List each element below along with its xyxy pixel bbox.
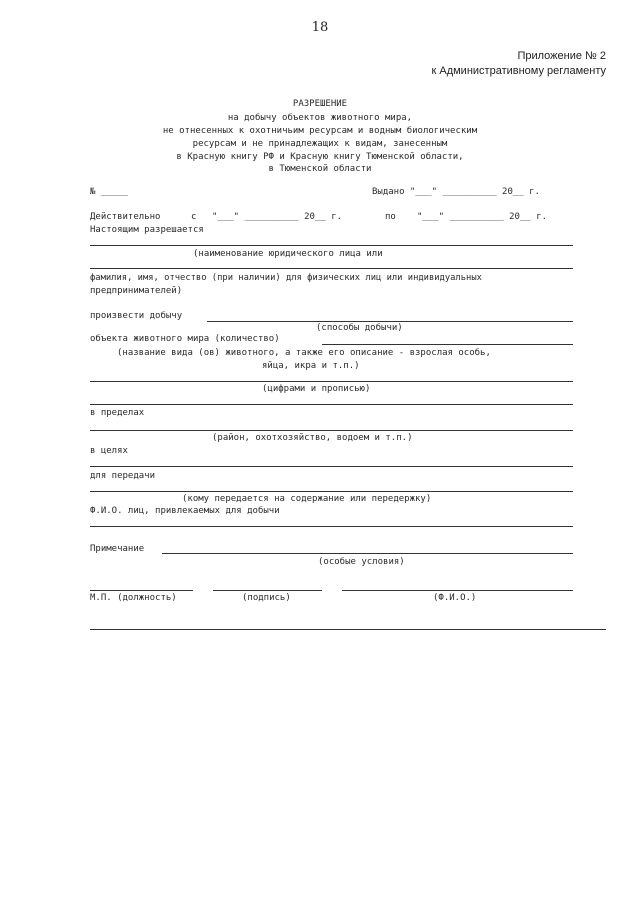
title-line-4: в Красную книгу РФ и Красную книгу Тюменской области,	[176, 152, 464, 162]
bottom-divider	[90, 629, 606, 630]
title-line-1: на добычу объектов животного мира,	[227, 113, 413, 123]
valid-from-date-field[interactable]: "___" __________ 20__ г.	[212, 212, 343, 222]
persons-line[interactable]	[90, 526, 573, 527]
person-name-line[interactable]	[90, 268, 573, 269]
permit-number-field[interactable]: № _____	[90, 187, 128, 197]
issued-date-field[interactable]: Выдано "___" __________ 20__ г.	[372, 187, 540, 197]
full-name-line[interactable]	[342, 590, 573, 591]
note-line[interactable]	[162, 553, 573, 554]
valid-to-date-field[interactable]: "___" __________ 20__ г.	[417, 212, 548, 222]
transfer-hint: (кому передается на содержание или передержку)	[182, 494, 432, 504]
persons-label: Ф.И.О. лиц, привлекаемых для добычи	[90, 506, 280, 516]
species-hint-2: яйца, икра и т.п.)	[262, 361, 360, 371]
produce-label: произвести добычу	[90, 311, 183, 321]
digits-line[interactable]	[90, 404, 573, 405]
page-number: 18	[311, 20, 329, 35]
conditions-hint: (особые условия)	[318, 557, 405, 567]
valid-from-label: с	[191, 212, 197, 222]
document-title: РАЗРЕШЕНИЕ	[292, 99, 348, 109]
within-line[interactable]	[90, 430, 573, 431]
note-label: Примечание	[90, 544, 145, 554]
area-hint: (район, охотхозяйство, водоем и т.п.)	[212, 433, 413, 443]
valid-label: Действительно	[90, 212, 161, 222]
legal-entity-hint: (наименование юридического лица или	[193, 249, 383, 259]
species-line[interactable]	[90, 381, 573, 382]
position-signature-line[interactable]	[90, 590, 193, 591]
within-label: в пределах	[90, 408, 145, 418]
title-line-5: в Тюменской области	[268, 164, 372, 174]
person-hint-2: предпринимателей)	[90, 286, 183, 296]
valid-to-label: по	[385, 212, 396, 222]
permitted-entity-line[interactable]	[90, 245, 573, 246]
transfer-label: для передачи	[90, 471, 156, 481]
produce-method-line[interactable]	[207, 321, 573, 322]
transfer-line[interactable]	[90, 491, 573, 492]
purpose-label: в целях	[90, 446, 128, 456]
person-hint-1: фамилия, имя, отчество (при наличии) для физических лиц или индивидуальных	[90, 273, 482, 283]
title-line-3: ресурсам и не принадлежащих к видам, занесенным	[192, 139, 448, 149]
appendix-line-2: к Административному регламенту	[431, 65, 606, 77]
methods-hint: (способы добычи)	[316, 323, 403, 333]
signature-line[interactable]	[213, 590, 322, 591]
appendix-line-1: Приложение № 2	[517, 50, 606, 62]
purpose-line[interactable]	[90, 466, 573, 467]
signature-label: (подпись)	[242, 593, 291, 603]
stamp-position-label: М.П. (должность)	[90, 593, 177, 603]
full-name-label: (Ф.И.О.)	[433, 593, 477, 603]
object-label: объекта животного мира (количество)	[90, 334, 280, 344]
permitted-label: Настоящим разрешается	[90, 225, 204, 235]
digits-hint: (цифрами и прописью)	[262, 384, 371, 394]
object-quantity-line[interactable]	[322, 344, 573, 345]
species-hint-1: (название вида (ов) животного, а также его описание - взрослая особь,	[117, 348, 491, 358]
title-line-2: не отнесенных к охотничьим ресурсам и водным биологическим	[162, 126, 478, 136]
